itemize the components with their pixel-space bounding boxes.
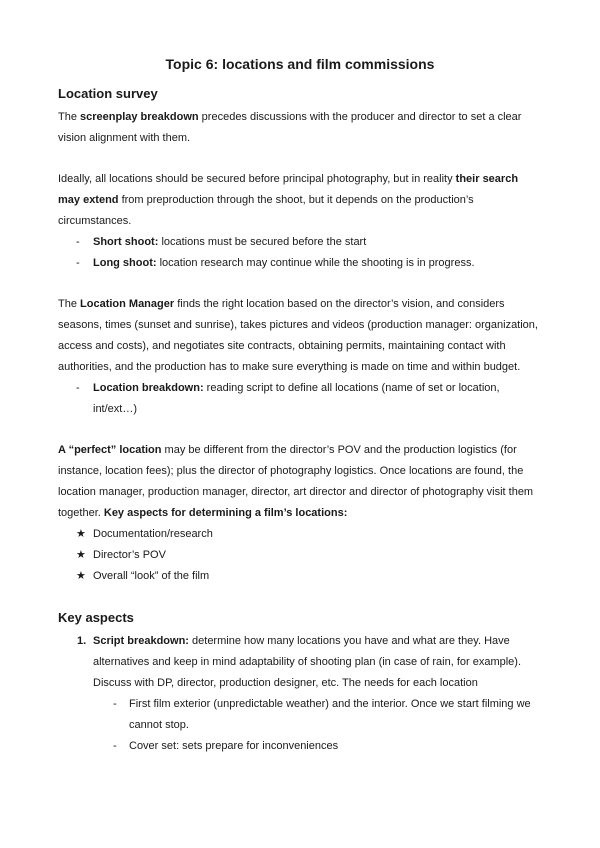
list-item bbox=[58, 545, 542, 566]
text-run: determine how many locations you have and what are they. Have alternatives and keep in mind adaptability of shooting plan (in case of rain, for example). Discuss with DP, director, production designer, etc. The needs for each location bbox=[93, 635, 522, 689]
bold-term: Script breakdown: bbox=[93, 635, 189, 647]
list-item bbox=[58, 253, 542, 274]
paragraph-location-manager bbox=[58, 294, 542, 378]
text-run: Cover set: sets prepare for inconveniences bbox=[129, 740, 339, 752]
list-item bbox=[58, 694, 542, 736]
text-run: The bbox=[58, 298, 81, 310]
shoot-length-list bbox=[58, 232, 542, 274]
text-run: Ideally, all locations should be secured before principal photography, but in reality bbox=[58, 173, 456, 185]
bold-term: screenplay breakdown bbox=[80, 111, 199, 123]
text-run: First film exterior (unpredictable weather) and the interior. Once we start filming we cannot stop. bbox=[129, 698, 531, 731]
text-run: The bbox=[58, 111, 81, 123]
dash-marker: - bbox=[76, 382, 80, 394]
star-icon: ★ bbox=[76, 549, 86, 561]
star-icon: ★ bbox=[76, 528, 86, 540]
text-run: locations must be secured before the start bbox=[158, 236, 367, 248]
text-run: location research may continue while the shooting is in progress. bbox=[156, 257, 475, 269]
list-item bbox=[58, 378, 542, 420]
text-run: from preproduction through the shoot, but it depends on the production’s circumstances. bbox=[58, 194, 474, 227]
dash-marker: - bbox=[113, 698, 117, 710]
bold-term: Location breakdown: bbox=[93, 382, 204, 394]
list-item bbox=[58, 566, 542, 587]
list-item bbox=[58, 524, 542, 545]
key-aspects-star-list bbox=[58, 524, 542, 587]
script-breakdown-sublist bbox=[58, 694, 542, 757]
dash-marker: - bbox=[113, 740, 117, 752]
bold-term: A “perfect” location bbox=[58, 444, 162, 456]
section-heading-key-aspects: Key aspects bbox=[58, 610, 134, 625]
page-title: Topic 6: locations and film commissions bbox=[165, 56, 435, 72]
bold-term: Long shoot: bbox=[93, 257, 157, 269]
dash-marker: - bbox=[76, 257, 80, 269]
paragraph-perfect-location bbox=[58, 440, 542, 524]
bold-term: their search may extend bbox=[58, 173, 519, 206]
text-run: Director’s POV bbox=[93, 549, 166, 561]
location-breakdown-list bbox=[58, 378, 542, 420]
section-heading-location-survey: Location survey bbox=[58, 86, 158, 101]
paragraph-location-search bbox=[58, 169, 542, 232]
list-item bbox=[58, 232, 542, 253]
text-run: precedes discussions with the producer and director to set a clear vision alignment with them. bbox=[58, 111, 522, 144]
star-icon: ★ bbox=[76, 570, 86, 582]
text-run: reading script to define all locations (name of set or location, int/ext…) bbox=[93, 382, 500, 415]
key-aspects-numbered-list bbox=[58, 631, 542, 694]
list-item bbox=[58, 736, 542, 757]
bold-term: Key aspects for determining a film’s locations: bbox=[103, 507, 348, 519]
list-item bbox=[58, 631, 542, 694]
dash-marker: - bbox=[76, 236, 80, 248]
number-marker: 1. bbox=[77, 635, 87, 647]
text-run: may be different from the director’s POV and the production logistics (for instance, location fees); plus the director of photography logistics. Once locations are found, the location manager, production manager, director, art director and director of photography visit them together. bbox=[58, 444, 534, 519]
bold-term: Location Manager bbox=[80, 298, 175, 310]
text-run: Documentation/research bbox=[93, 528, 213, 540]
text-run: Overall “look” of the film bbox=[93, 570, 210, 582]
paragraph-screenplay-breakdown bbox=[58, 107, 542, 149]
text-run: finds the right location based on the director’s vision, and considers seasons, times (sunset and sunrise), takes pictures and videos (production manager: organization, access and costs), and negotiates site contracts, obtaining permits, maintaining contact with authorities, and the production has to make sure everything is made on time and within budget. bbox=[58, 298, 538, 373]
bold-term: Short shoot: bbox=[93, 236, 159, 248]
